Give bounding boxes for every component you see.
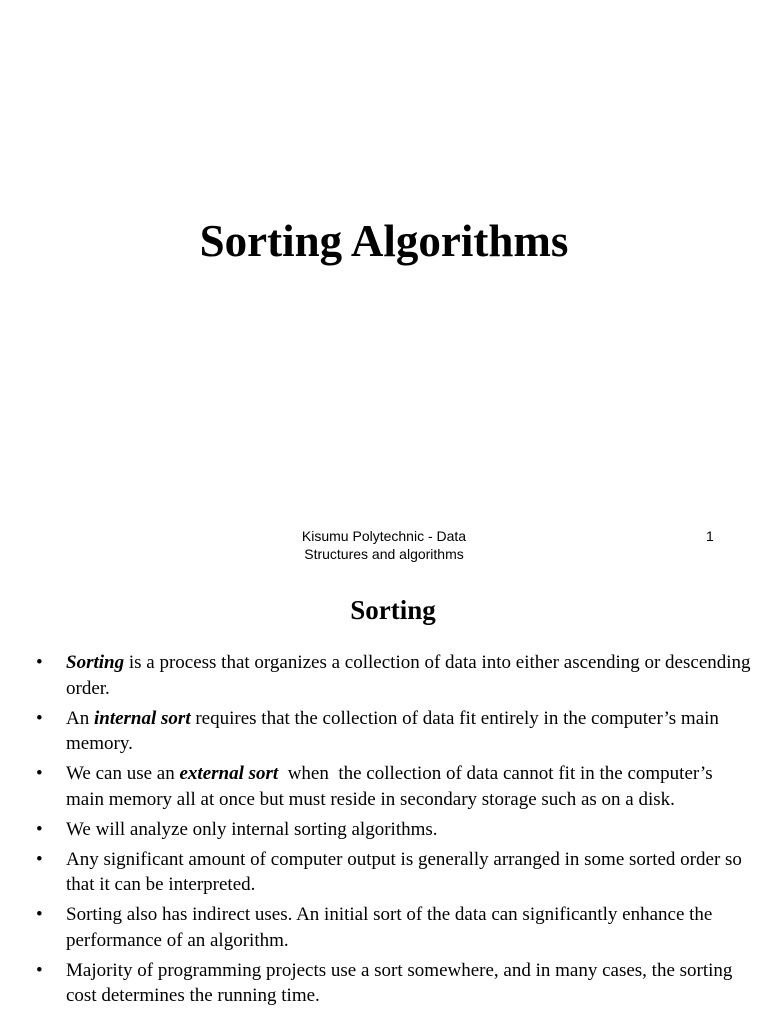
bullet-item [36,902,752,953]
bullet-item [36,847,752,898]
bullet-point-icon: • [36,652,43,673]
section-title: Sorting [350,595,436,625]
bullet-point-icon: • [36,707,43,729]
bullet-list [36,650,752,1013]
bullet-item [36,958,752,1009]
bullet-text: Sorting also has indirect uses. An initial sort of the data can significantly enhance the performance of an algorithm. [66,904,713,951]
bullet-text-pre: We can use an [66,763,180,784]
bullet-point-icon: • [36,904,43,925]
bullet-text-post: when the collection of data cannot fit in the computer’s main memory all at once but must reside in secondary storage such as on a disk. [66,763,718,810]
bullet-point-icon: • [36,959,43,981]
bullet-item [36,706,752,757]
bullet-item [36,817,752,843]
bullet-term: Sorting [66,652,125,673]
bullet-text: Any significant amount of computer output is generally arranged in some sorted order so that it can be interpreted. [66,848,742,895]
page-number: 1 [706,528,714,544]
bullet-text: We will analyze only internal sorting algorithms. [66,818,438,840]
footer-line-1: Kisumu Polytechnic - Data [301,528,467,544]
bullet-text-post: requires that the collection of data fit entirely in the computer’s main memory. [66,707,719,754]
bullet-item [36,761,752,812]
bullet-point-icon: • [36,763,43,784]
bullet-item [36,650,752,701]
bullet-point-icon: • [36,818,43,840]
bullet-term: external sort [179,763,279,784]
bullet-text: Majority of programming projects use a sort somewhere, and in many cases, the sorting cost determines the running time. [66,959,733,1006]
bullet-text-post: is a process that organizes a collection of data into either ascending or descending order. [66,652,751,699]
slide-title: Sorting Algorithms [199,216,569,266]
slide-footer [284,527,484,563]
bullet-term: internal sort [93,707,191,729]
bullet-text-pre: An [66,707,94,729]
footer-line-2: Structures and algorithms [304,546,464,562]
bullet-point-icon: • [36,848,43,870]
